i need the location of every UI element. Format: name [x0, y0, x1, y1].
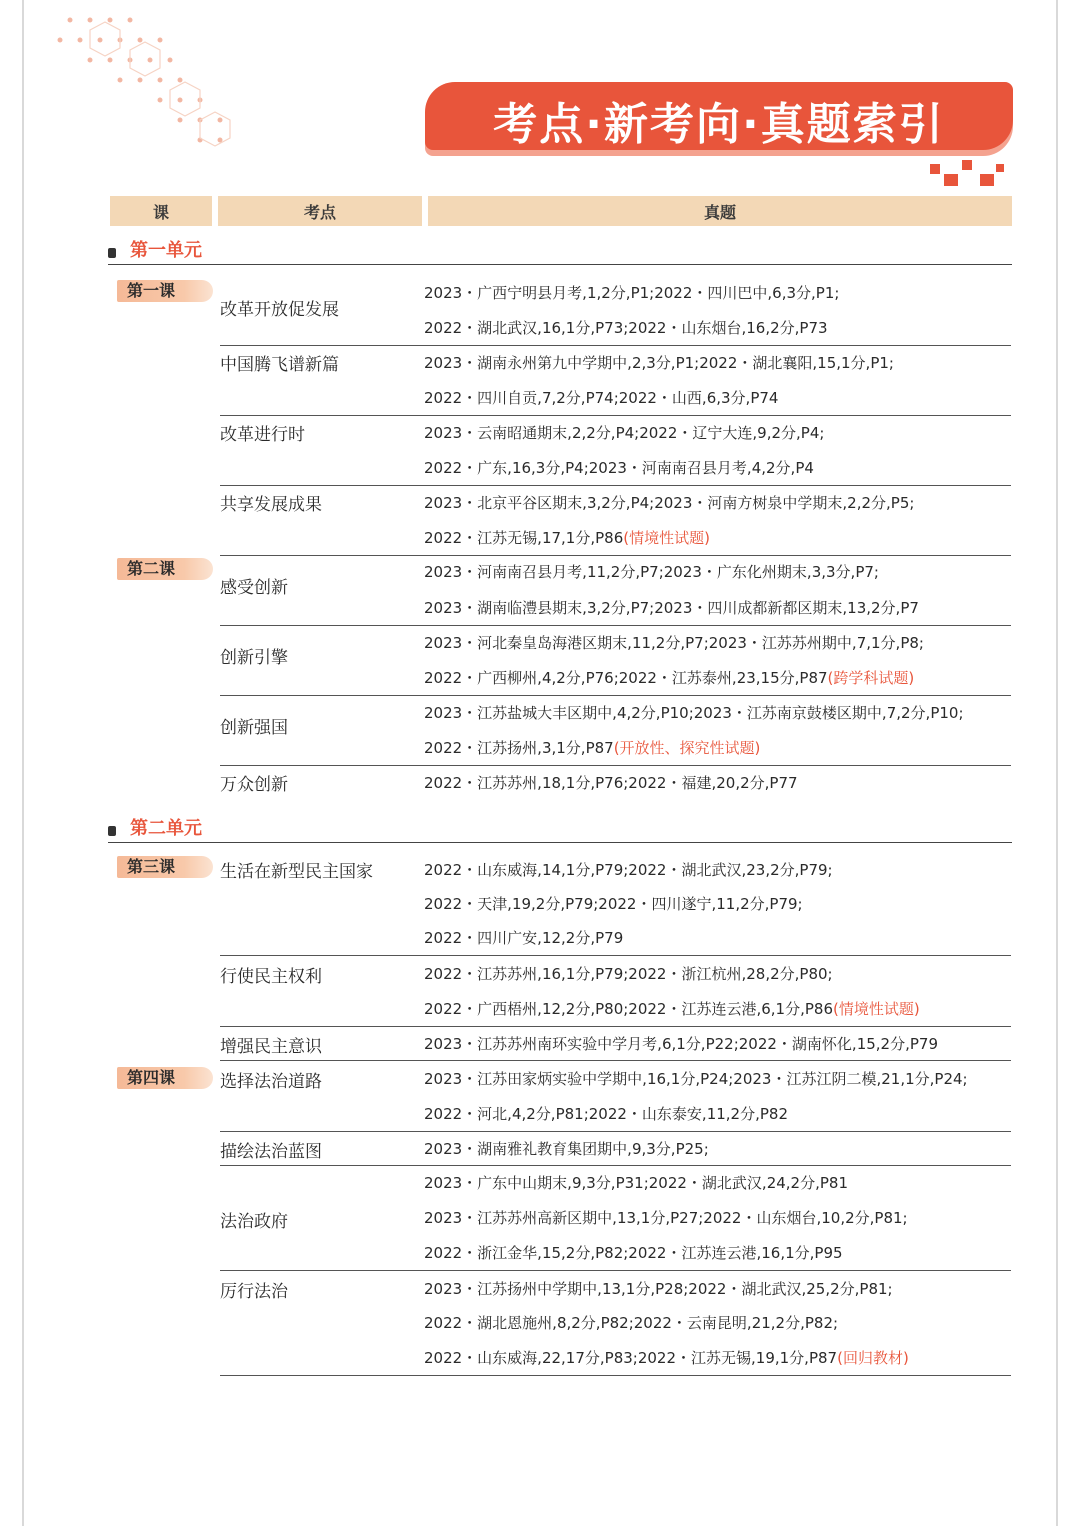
question-line: 2023・江苏苏州南环实验中学月考,6,1分,P22;2022・湖南怀化,15,2分,P79	[424, 1035, 938, 1053]
question-line: 2022・湖北武汉,16,1分,P73;2022・山东烟台,16,2分,P73	[424, 319, 828, 337]
topic: 创新引擎	[220, 648, 288, 668]
unit-heading	[108, 818, 1012, 843]
row-divider	[220, 955, 1011, 956]
question-line: 2022・江苏苏州,18,1分,P76;2022・福建,20,2分,P77	[424, 774, 798, 792]
question-text: 2022・山东威海,22,17分,P83;2022・江苏无锡,19,1分,P87	[424, 1349, 838, 1367]
question-line: 2022・天津,19,2分,P79;2022・四川遂宁,11,2分,P79;	[424, 895, 803, 913]
question-line: 2023・江苏扬州中学期中,13,1分,P28;2022・湖北武汉,25,2分,P81;	[424, 1280, 893, 1298]
question-line	[424, 528, 710, 548]
topic: 选择法治道路	[220, 1072, 322, 1092]
row-divider	[220, 1375, 1011, 1376]
topic: 厉行法治	[220, 1282, 288, 1302]
topic: 增强民主意识	[220, 1037, 322, 1057]
question-text: 2022・江苏扬州,3,1分,P87	[424, 739, 614, 757]
question-line: 2022・四川广安,12,2分,P79	[424, 929, 624, 947]
question-line	[424, 1348, 909, 1368]
question-note: (情境性试题)	[833, 1000, 920, 1018]
unit-title: 第二单元	[130, 818, 202, 839]
page-edge-left	[22, 0, 24, 1526]
row-divider	[220, 1060, 1011, 1061]
pixel-decoration	[930, 164, 940, 174]
row-divider	[220, 1165, 1011, 1166]
page-title: 考点·新考向·真题索引	[493, 99, 945, 150]
topic: 万众创新	[220, 775, 288, 795]
topic: 描绘法治蓝图	[220, 1142, 322, 1162]
header-topic: 考点	[218, 196, 422, 226]
question-line: 2023・江苏田家炳实验中学期中,16,1分,P24;2023・江苏江阴二模,21,1分,P24;	[424, 1070, 968, 1088]
row-divider	[220, 345, 1011, 346]
question-line: 2023・湖南永州第九中学期中,2,3分,P1;2022・湖北襄阳,15,1分,P1;	[424, 354, 894, 372]
topic: 生活在新型民主国家	[220, 862, 373, 882]
header-questions: 真题	[428, 196, 1012, 226]
question-line: 2023・北京平谷区期末,3,2分,P4;2023・河南方树泉中学期末,2,2分,P5;	[424, 494, 915, 512]
question-note: (情境性试题)	[623, 529, 710, 547]
question-line: 2023・河北秦皇岛海港区期末,11,2分,P7;2023・江苏苏州期中,7,1分,P8;	[424, 634, 924, 652]
row-divider	[220, 765, 1011, 766]
unit-heading	[108, 240, 1012, 265]
question-line	[424, 668, 914, 688]
question-line: 2023・江苏盐城大丰区期中,4,2分,P10;2023・江苏南京鼓楼区期中,7,2分,P10;	[424, 704, 964, 722]
question-line: 2022・四川自贡,7,2分,P74;2022・山西,6,3分,P74	[424, 389, 779, 407]
question-line: 2023・广东中山期末,9,3分,P31;2022・湖北武汉,24,2分,P81	[424, 1174, 848, 1192]
question-line: 2022・江苏苏州,16,1分,P79;2022・浙江杭州,28,2分,P80;	[424, 965, 833, 983]
row-divider	[220, 1026, 1011, 1027]
question-line: 2022・浙江金华,15,2分,P82;2022・江苏连云港,16,1分,P95	[424, 1244, 843, 1262]
row-divider	[220, 625, 1011, 626]
question-line: 2023・广西宁明县月考,1,2分,P1;2022・四川巴中,6,3分,P1;	[424, 284, 840, 302]
lesson-tag: 第三课	[117, 856, 213, 878]
question-line	[424, 738, 760, 758]
question-line: 2023・湖南临澧县期末,3,2分,P7;2023・四川成都新都区期末,13,2分,P7	[424, 599, 919, 617]
header-lesson: 课	[110, 196, 212, 226]
lesson-tag: 第二课	[117, 558, 213, 580]
row-divider	[220, 485, 1011, 486]
row-divider	[220, 415, 1011, 416]
title-banner	[425, 82, 1013, 150]
question-text: 2022・江苏无锡,17,1分,P86	[424, 529, 624, 547]
unit-title: 第一单元	[130, 240, 202, 261]
question-note: (开放性、探究性试题)	[613, 739, 761, 757]
topic: 创新强国	[220, 718, 288, 738]
question-note: (回归教材)	[837, 1349, 909, 1367]
lesson-tag: 第一课	[117, 280, 213, 302]
question-line: 2023・河南南召县月考,11,2分,P7;2023・广东化州期末,3,3分,P7;	[424, 563, 879, 581]
question-line	[424, 999, 920, 1019]
unit-bullet-icon	[108, 826, 116, 836]
topic: 中国腾飞谱新篇	[220, 355, 339, 375]
topic: 法治政府	[220, 1212, 288, 1232]
question-line: 2023・云南昭通期末,2,2分,P4;2022・辽宁大连,9,2分,P4;	[424, 424, 825, 442]
topic: 感受创新	[220, 578, 288, 598]
question-line: 2022・山东威海,14,1分,P79;2022・湖北武汉,23,2分,P79;	[424, 861, 833, 879]
row-divider	[220, 1131, 1011, 1132]
row-divider	[220, 1270, 1011, 1271]
page-edge-right	[1056, 0, 1058, 1526]
topic: 改革开放促发展	[220, 300, 339, 320]
pixel-decoration	[962, 160, 972, 170]
topic: 改革进行时	[220, 425, 305, 445]
question-line: 2022・河北,4,2分,P81;2022・山东泰安,11,2分,P82	[424, 1105, 788, 1123]
topic: 行使民主权利	[220, 967, 322, 987]
unit-bullet-icon	[108, 248, 116, 258]
question-line: 2023・湖南雅礼教育集团期中,9,3分,P25;	[424, 1140, 709, 1158]
pixel-decoration	[944, 174, 958, 186]
row-divider	[220, 695, 1011, 696]
pixel-decoration	[980, 174, 994, 186]
row-divider	[220, 555, 1011, 556]
lesson-tag: 第四课	[117, 1067, 213, 1089]
topic: 共享发展成果	[220, 495, 322, 515]
question-line: 2022・湖北恩施州,8,2分,P82;2022・云南昆明,21,2分,P82;	[424, 1314, 839, 1332]
question-line: 2023・江苏苏州高新区期中,13,1分,P27;2022・山东烟台,10,2分,P81;	[424, 1209, 908, 1227]
pixel-decoration	[996, 164, 1004, 172]
hexagon-decoration	[30, 0, 330, 170]
question-text: 2022・广西柳州,4,2分,P76;2022・江苏泰州,23,15分,P87	[424, 669, 828, 687]
question-note: (跨学科试题)	[827, 669, 915, 687]
question-line: 2022・广东,16,3分,P4;2023・河南南召县月考,4,2分,P4	[424, 459, 814, 477]
question-text: 2022・广西梧州,12,2分,P80;2022・江苏连云港,6,1分,P86	[424, 1000, 833, 1018]
